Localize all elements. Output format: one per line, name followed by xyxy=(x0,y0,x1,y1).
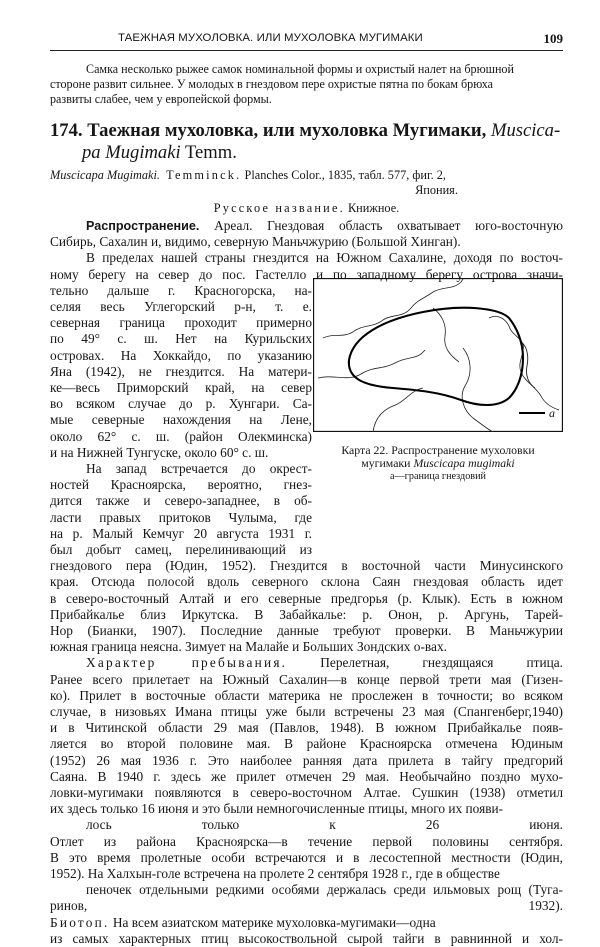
body-line-text: Перелетная, гнездящаяся птица. xyxy=(287,655,563,671)
body-line xyxy=(50,299,312,315)
map-caption-line-1: Карта 22. Распространение мухоловки xyxy=(341,443,535,457)
body-line xyxy=(50,672,563,688)
map-river xyxy=(373,388,423,432)
running-head-title: ТАЕЖНАЯ МУХОЛОВКА. ИЛИ МУХОЛОВКА МУГИМАКИ xyxy=(118,32,423,44)
body-line xyxy=(50,639,563,655)
body-line xyxy=(50,542,312,558)
russian-name-label: Русское название. xyxy=(213,201,345,215)
map-coast xyxy=(489,316,559,410)
section-lead: Биотоп. xyxy=(50,914,110,930)
map-caption-prefix: мугимаки xyxy=(361,456,411,470)
body-line-text: островах. На Хоккайдо, по указанию xyxy=(50,347,312,363)
body-line xyxy=(50,445,312,461)
body-line-text: мые северные нахождения на Лене, xyxy=(50,412,312,428)
body-line xyxy=(50,526,312,542)
body-line-text: дится также и северо-западнее, в об- xyxy=(50,493,312,509)
body-line-text: во всяком случае до р. Хунгари. Са- xyxy=(50,396,312,412)
body-line-text: в северо-восточный Алтай и его северные предгорья (р. Клык). Есть в южном xyxy=(50,590,563,606)
body-line-text: На запад встречается до окрест- xyxy=(86,461,312,476)
body-line xyxy=(50,753,563,769)
body-line xyxy=(50,477,312,493)
section-lead: Характер пребывания. xyxy=(86,655,288,671)
body-line-text: селяя весь Углегорский р-н, т. е. xyxy=(50,299,312,314)
body-line xyxy=(50,769,563,785)
citation-latin: Muscicapa Mugimaki. xyxy=(50,168,160,182)
body-line xyxy=(50,250,563,266)
body-line xyxy=(50,493,312,509)
body-line-text: их здесь только 16 июня и это были немногочисленные птицы, много их появи- xyxy=(50,801,504,817)
body-line-text: (1952) 26 мая 1936 г. Это наиболее ранняя дата прилета в тайгу предгорий xyxy=(50,752,563,768)
map-caption-legend: а—граница гнездовий xyxy=(389,471,487,482)
intro-line-1: Самка несколько рыжее самок номинальной формы и охристый налет на брюшной xyxy=(86,62,514,76)
body-line-text: случае, в низовьях Имана птицы уже были встречены 23 мая (Спангенберг,1940) xyxy=(50,704,563,719)
legend-label: a xyxy=(549,406,555,420)
page-number: 109 xyxy=(543,31,563,46)
body-line-text: Саяна. В 1940 г. здесь же прилет отмечен 29 мая. Необычайно поздно мухо- xyxy=(50,768,563,784)
map-caption-line-2 xyxy=(308,457,568,471)
body-line-text: ласти правых притоков Чулыма, где xyxy=(50,509,312,525)
map-coast xyxy=(462,348,493,432)
body-line xyxy=(50,591,563,607)
body-line xyxy=(50,801,563,817)
body-line-text: и на Нижней Тунгуске, около 60° с. ш. xyxy=(50,444,269,460)
map-river xyxy=(318,350,425,378)
species-heading-line-2 xyxy=(82,142,600,164)
body-line xyxy=(50,331,312,347)
citation-place: Япония. xyxy=(415,183,458,197)
body-line-text: ко). Прилет в восточные области материка не прослежен в точности; во всяком xyxy=(50,687,563,703)
body-line-text: северная граница проходит примерно xyxy=(50,315,312,331)
body-line-text: Ранее всего прилетает на Южный Сахалин—в конце первой трети мая (Гизен- xyxy=(50,671,563,687)
body-line xyxy=(50,850,563,866)
body-line xyxy=(50,234,563,250)
body-line-text: Прибайкалье близ Иркутска. В Забайкалье: р. Онон, р. Аргунь, Тарей- xyxy=(50,606,563,622)
species-author: Temm. xyxy=(184,142,237,163)
body-line-text: южная граница неясна. Зимует на Малайе и Больших Зондских о-вах. xyxy=(50,639,447,655)
range-map xyxy=(313,278,563,432)
body-line xyxy=(50,218,563,234)
body-line-text: на р. Малый Кемчуг 20 августа 1931 г. xyxy=(50,525,312,541)
body-line xyxy=(50,429,312,445)
body-line xyxy=(50,380,312,396)
russian-name-value: Книжное. xyxy=(347,201,400,215)
citation-line xyxy=(50,168,563,184)
body-line xyxy=(50,348,312,364)
body-line-text: ному берегу на север до пос. Гастелло и по западному берегу острова значи- xyxy=(50,266,563,282)
nesting-range-boundary xyxy=(349,308,523,405)
russian-name xyxy=(50,201,563,217)
body-line xyxy=(50,396,312,412)
header-rule xyxy=(50,50,563,51)
body-line xyxy=(50,510,312,526)
species-number: 174. xyxy=(50,120,83,141)
body-line xyxy=(50,704,563,720)
body-line-text: по 49° с. ш. Нет на Курильских xyxy=(50,331,312,347)
body-line-text: лось только к 26 июня. xyxy=(86,817,563,833)
body-line xyxy=(50,364,312,380)
body-line-text: пеночек отдельными редкими особями держалась среди ильмовых рощ (Туга- xyxy=(86,882,563,898)
body-line xyxy=(50,623,563,639)
body-line xyxy=(50,558,563,574)
body-line xyxy=(50,882,563,898)
body-line-text: ловки-мугимаки появляются в северо-восточном Алтае. Сушкин (1938) отметил xyxy=(50,785,563,800)
body-line xyxy=(50,898,563,914)
body-line xyxy=(50,931,563,947)
section-lead: Распространение. xyxy=(86,219,200,233)
body-line-text: гнездового пера (Юдин, 1952). Гнездится в восточной части Минусинского xyxy=(50,558,563,574)
body-line xyxy=(50,785,563,801)
body-line-text: В это время пролетные особи встречаются и в лесостепной местности (Юдин, xyxy=(50,849,563,865)
body-line xyxy=(50,315,312,331)
body-line xyxy=(50,817,563,833)
species-latin-1: Muscica- xyxy=(490,120,561,141)
body-line xyxy=(50,655,563,671)
body-line-text: и в Читинской области 29 мая (Павлов, 1948). В южном Прибайкалье появ- xyxy=(50,720,563,736)
species-heading-line-1 xyxy=(50,120,570,142)
body-line xyxy=(50,412,312,428)
body-line-text: был добыт самец, перелинивающий из xyxy=(50,542,312,557)
body-line-text: Ареал. Гнездовая область охватывает юго-восточную xyxy=(199,218,563,233)
body-line-text: ностей Красноярска, вероятно, гнез- xyxy=(50,477,312,493)
body-line-text: В пределах нашей страны гнездится на Южном Сахалине, доходя по восточ- xyxy=(86,250,563,266)
body-line xyxy=(50,283,312,299)
species-title: Таежная мухоловка, или мухоловка Мугимаки, xyxy=(87,120,487,141)
body-line-text: края. Отсюда полосой вдоль северного склона Саян гнездовая область идет xyxy=(50,574,563,590)
running-head xyxy=(50,32,563,48)
map-caption-latin: Muscicapa mugimaki xyxy=(413,456,515,470)
body-line-text: около 62° с. ш. (район Олекминска) xyxy=(50,428,312,444)
body-line-text: На всем азиатском материке мухоловка-мугимаки—одна xyxy=(109,914,436,930)
body-line-text: 1952). На Халхын-голе встречена на пролете 2 сентября 1928 г., где в обществе xyxy=(50,866,500,881)
body-line-text: Сибирь, Сахалин и, видимо, северную Маньчжурию (Большой Хинган). xyxy=(50,234,461,250)
body-line-text: ке—весь Приморский край, на север xyxy=(50,380,312,395)
body-line xyxy=(50,736,563,752)
body-line xyxy=(50,834,563,850)
intro-line-2: стороне развит сильнее. У молодых в гнездовом пере охристые пятна по бокам брюха xyxy=(50,77,494,91)
body-line-text: ринов, 1932). xyxy=(50,898,563,914)
body-line-text: ляется во второй половине мая. В районе Красноярска отмечена Юдиным xyxy=(50,736,563,752)
citation-rest: Planches Color., 1835, табл. 577, фиг. 2, xyxy=(244,168,446,182)
body-line-text: Яна (1942), не гнездится. На матери- xyxy=(50,363,312,379)
citation-author: Temminck. xyxy=(166,168,242,182)
body-line-text: Отлет из района Красноярска—в течение первой половины сентября. xyxy=(50,833,563,849)
species-latin-2: pa Mugimaki xyxy=(82,142,181,163)
body-line xyxy=(50,461,312,477)
body-line xyxy=(50,688,563,704)
body-line-text: тельно дальше г. Красногорска, на- xyxy=(50,282,312,298)
body-line-text: из самых характерных птиц высокоствольной сырой тайги в равнинной и хол- xyxy=(50,930,563,946)
body-line xyxy=(50,915,563,931)
body-line xyxy=(50,574,563,590)
map-river xyxy=(433,308,459,362)
intro-line-3: развиты слабее, чем у европейской формы. xyxy=(50,92,272,106)
body-line xyxy=(50,720,563,736)
body-line xyxy=(50,866,563,882)
body-line xyxy=(50,607,563,623)
body-line-text: Нор (Бианки, 1907). Последние данные требуют проверки. В Маньчжурии xyxy=(50,623,563,638)
